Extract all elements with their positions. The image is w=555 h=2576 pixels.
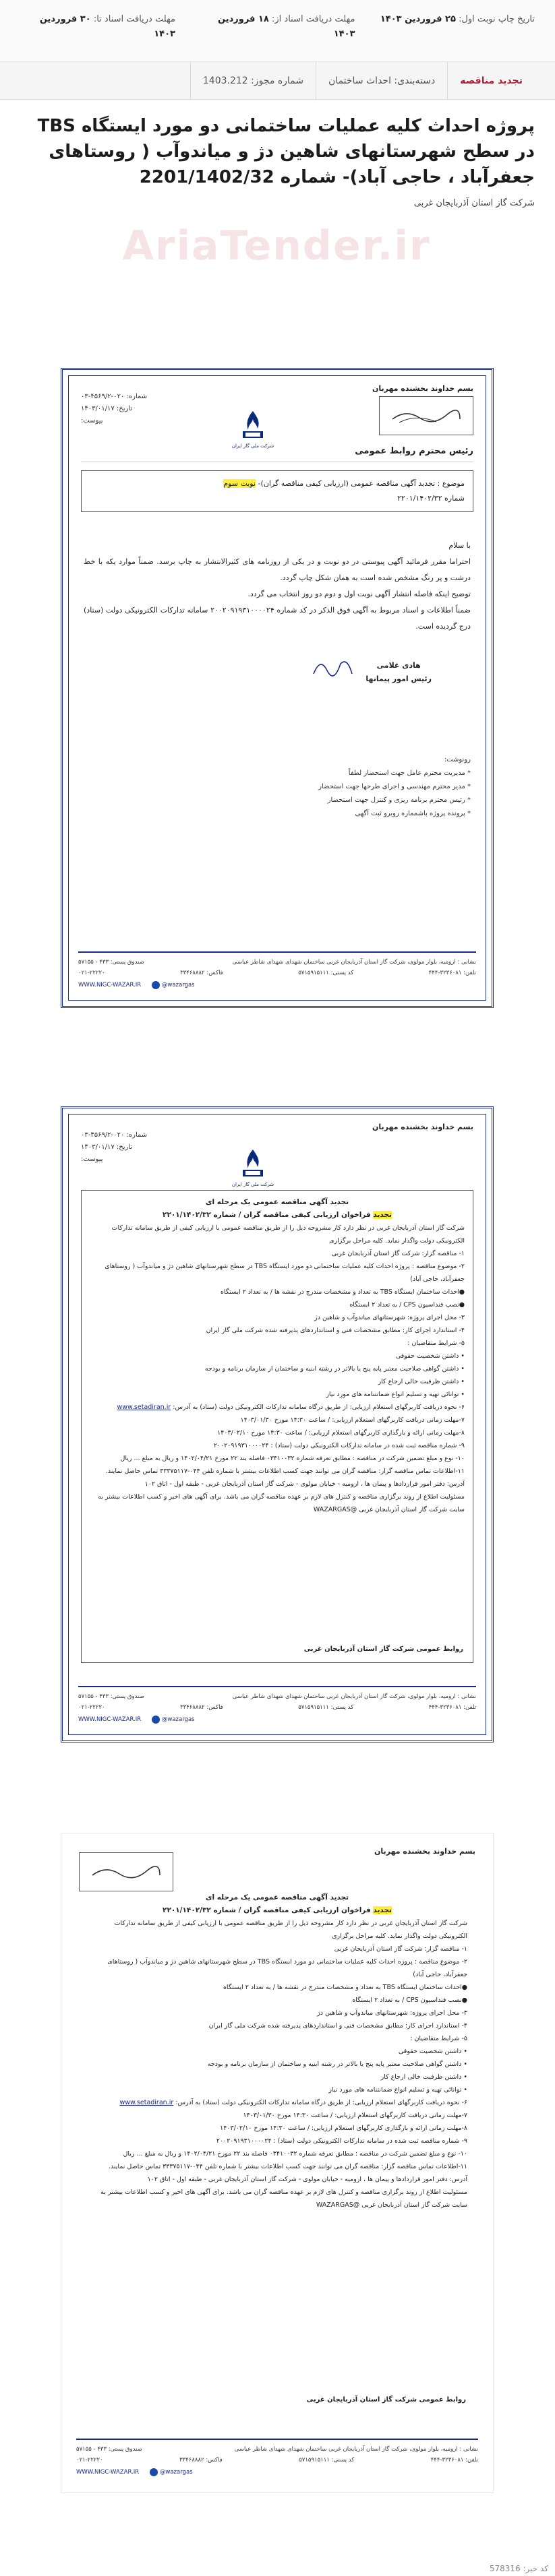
news-code: کد خبر: 578316 xyxy=(489,2564,548,2573)
print-date xyxy=(380,12,535,42)
footer-code: کد پستی: ۵۷۱۵۹۱۵۱۱۱ xyxy=(299,2457,355,2463)
greeting: با سلام xyxy=(448,541,471,550)
footer-social[interactable] xyxy=(152,980,194,991)
ad-line: ۱۱-اطلاعات تماس مناقصه گزار: مناقصه گران می توانند جهت کسب اطلاعات بیشتر با شماره تلفن ۰۴۴-۳۳۳۷۵۱۱۷ تماس حاصل نمایند. xyxy=(108,2163,467,2170)
footer-fax: فاکس: ۳۳۴۶۸۸۸۲ xyxy=(179,2457,223,2463)
ad-line: شرکت گاز استان آذربایجان غربی در نظر دارد کار مشروحه ذیل را از طریق مناقصه عمومی با ارزیابی کیفی از طریق سامانه تدارکات الکترونیکی دولت واگذار نماید. کلیه مراحل برگزاری xyxy=(111,1224,465,1245)
document-advertisement-copy xyxy=(61,1833,494,2493)
advertisement-box xyxy=(79,1886,475,2413)
ad-line: ۳- محل اجرای پروژه: شهرستانهای میاندوآب و شاهین دژ xyxy=(314,1314,465,1321)
ad-line: ۱- مناقصه گزار: شرکت گاز استان آذربایجان غربی xyxy=(331,1250,465,1257)
ad-subtitle-highlight: تجدید xyxy=(373,1211,392,1219)
ad-line: • داشتن شخصیت حقوقی xyxy=(398,2048,467,2055)
nigc-logo xyxy=(223,408,283,449)
nigc-flame-icon xyxy=(237,1147,268,1181)
ad-title: تجدید آگهی مناقصه عمومی یک مرحله ای xyxy=(205,1893,349,1902)
social-handle: @wazargas xyxy=(161,982,195,988)
ad-line: ۲- موضوع مناقصه : پروژه احداث کلیه عملیات ساختمانی دو مورد ایستگاه TBS در سطح شهرستانهای شاهین دژ و میاندوآب ( روستاهای جعفرآباد، حاجی آباد) xyxy=(105,1263,465,1283)
cc-item: * رئیس محترم برنامه ریزی و کنترل جهت استحضار xyxy=(327,796,471,804)
footer-website[interactable]: WWW.NIGC-WAZAR.IR xyxy=(78,1716,142,1723)
ad-line-text: ۶- نحوه دریافت کاربرگهای استعلام ارزیابی: از طریق درگاه سامانه تدارکات الکترونیکی دولت (ستاد) به آدرس: xyxy=(173,1404,465,1411)
footer-address: نشانی : ارومیه، بلوار مولوی، شرکت گاز استان آذربایجان غربی ساختمان شهدای شهدای شاطر عباسی xyxy=(234,2446,478,2453)
ad-line: ۱۰- نوع و مبلغ تضمین شرکت در مناقصه : مطابق تعرفه شماره ۰۳۴۱۰۰۳۲ فاصله بند ۲۲ مورخ ۱۴۰۲/۰۴/۲۱ و ریال به مبلغ ... ریال xyxy=(120,1455,465,1462)
cc-title: رونوشت: xyxy=(444,756,471,763)
paragraph: احتراما مقرر فرمائید آگهی پیوستی در دو نوبت و در یکی از روزنامه های کثیرالانتشار به چاپ برسد. ضمناً موارد یکه با خط درشت و پر رنگ مشخص شده است به همان شکل چاپ گردد. xyxy=(84,557,471,582)
logo-caption: شرکت ملی گاز ایران xyxy=(231,443,274,449)
page-title: پروژه احداث کلیه عملیات ساختمانی دو مورد ایستگاه TBS در سطح شهرستانهای شاهین دژ و میاندوآب ( روستاهای جعفرآباد ، حاجی آباد)- شماره 2201/1402/32 xyxy=(37,116,535,187)
ad-line: ۷-مهلت زمانی دریافت کاربرگهای استعلام ارزیابی: / ساعت ۱۴:۳۰ مورخ ۱۴۰۳/۰۱/۳۰ xyxy=(243,2112,467,2119)
tab-renewal[interactable]: تجدید مناقصه xyxy=(447,62,535,100)
receipt-deadline-value: ۱۸ فروردین ۱۴۰۳ xyxy=(218,14,355,39)
doc-deadline-label: مهلت دریافت اسناد تا: xyxy=(93,14,175,24)
letter-meta xyxy=(81,391,147,427)
ad-line: • داشتن ظرفیت خالی ارجاع کار xyxy=(378,1378,465,1385)
ad-subtitle-text: فراخوان ارزیابی کیفی مناقصه گران / شماره ۲۲۰۱/۱۴۰۲/۳۲ xyxy=(163,1211,371,1219)
ad-line: ۱- مناقصه گزار: شرکت گاز استان آذربایجان غربی xyxy=(334,1945,467,1953)
ad-line: • توانائی تهیه و تسلیم انواع ضمانتنامه های مورد نیاز xyxy=(328,2086,467,2094)
ad-line: آدرس: دفتر امور قراردادها و پیمان ها ، ارومیه - خیابان مولوی - شرکت گاز استان آذربایجان غربی - طبقه اول - اتاق ۱۰۲ xyxy=(144,1480,465,1488)
signer-title: رئیس امور پیمانها xyxy=(366,674,432,683)
ad-line: ۵- شرایط متقاضیان : xyxy=(407,1340,465,1347)
nigc-logo xyxy=(223,1147,283,1187)
footer-code: کد پستی: ۵۷۱۵۹۱۵۱۱۱ xyxy=(298,970,354,976)
tender-tabs xyxy=(0,62,555,100)
ad-line: • داشتن شخصیت حقوقی xyxy=(395,1352,465,1360)
signature-block xyxy=(366,659,432,686)
advertisement-box xyxy=(81,1190,473,1663)
ad-line: ●نصب فنداسیون CPS / به تعداد ۲ ایستگاه xyxy=(349,1301,465,1309)
document-footer xyxy=(76,2439,478,2478)
ad-line: ۴- استاندارد اجرای کار: مطابق مشخصات فنی و استانداردهای پذیرفته شده شرکت ملی گاز ایران xyxy=(208,2022,467,2030)
paragraph: ضمناً اطلاعات و اسناد مربوط به آگهی فوق الذکر در کد شماره ۲۰۰۲۰۹۱۹۳۱۰۰۰۰۲۴ سامانه تدارکات الکترونیکی دولت (ستاد) درج گردیده است. xyxy=(84,606,471,631)
doc-deadline xyxy=(20,12,175,42)
ad-line: مسئولیت اطلاع از روند برگزاری مناقصه و کنترل های لازم بر عهده مناقصه گران می باشد. برای آگهی های اخیر و کسب اطلاعات بیشتر به سایت شرکت گاز استان آذربایجان غربی @WAZARGAS xyxy=(98,1493,465,1513)
ad-closing: روابط عمومی شرکت گاز استان آذربایجان غربی xyxy=(306,2396,466,2404)
doc-deadline-value: ۳۰ فروردین ۱۴۰۳ xyxy=(39,14,175,39)
social-icon xyxy=(150,2468,158,2476)
paragraph: توضیح اینکه فاصله انتشار آگهی نوبت اول و دوم دو روز انتخاب می گردد. xyxy=(247,590,471,598)
bismillah: بسم خداوند بخشنده مهربان xyxy=(372,1123,473,1131)
letter-body xyxy=(84,538,471,635)
cc-item: * مدیریت محترم عامل جهت استحضار لطفاً xyxy=(348,769,471,777)
organization-name: شرکت گاز استان آذربایجان غربی xyxy=(413,198,535,208)
ad-line: • داشتن گواهی صلاحیت معتبر پایه پنج یا بالاتر در رشته ابنیه و ساختمان از سازمان برنامه و بودجه xyxy=(204,1365,465,1373)
social-icon xyxy=(152,1716,160,1724)
footer-code: کد پستی: ۵۷۱۵۹۱۵۱۱۱ xyxy=(298,1704,354,1711)
calligraphy-icon xyxy=(389,406,463,426)
letter-attachment: پیوست: xyxy=(81,1156,103,1163)
ad-line: ●احداث ساختمان ایستگاه TBS به تعداد و مشخصات مندرج در نقشه ها / به تعداد ۲ ایستگاه xyxy=(220,1288,465,1296)
footer-address: نشانی : ارومیه، بلوار مولوی، شرکت گاز استان آذربایجان غربی ساختمان شهدای شهدای شاطر عباسی xyxy=(232,1693,476,1700)
receipt-deadline-label: مهلت دریافت اسناد از: xyxy=(272,14,355,24)
setadiran-link[interactable]: www.setadiran.ir xyxy=(117,1404,171,1411)
ad-line: • داشتن ظرفیت خالی ارجاع کار xyxy=(380,2073,467,2081)
footer-social[interactable] xyxy=(152,1714,194,1725)
ad-line-text: ۶- نحوه دریافت کاربرگهای استعلام ارزیابی: از طریق درگاه سامانه تدارکات الکترونیکی دولت (ستاد) به آدرس: xyxy=(175,2099,467,2106)
ad-line: ۸-مهلت زمانی ارائه و بارگذاری کاربرگهای استعلام ارزیابی: / ساعت ۱۴:۳۰ مورخ ۱۴۰۳/۰۲/۱۰ xyxy=(217,1429,465,1437)
document-footer xyxy=(78,1686,476,1725)
ad-line: ۸-مهلت زمانی ارائه و بارگذاری کاربرگهای استعلام ارزیابی: / ساعت ۱۴:۳۰ مورخ ۱۴۰۳/۰۲/۱۰ xyxy=(220,2125,467,2132)
print-date-label: تاریخ چاپ نوبت اول: xyxy=(459,14,535,24)
watermark-text: AriaTender.ir xyxy=(122,222,431,270)
footer-social[interactable] xyxy=(150,2467,192,2478)
ad-line: • توانائی تهیه و تسلیم انواع ضمانتنامه های مورد نیاز xyxy=(326,1391,465,1398)
ad-subtitle xyxy=(87,1904,467,1917)
footer-postal: صندوق پستی: ۴۳۳ - ۵۷۱۵۵ xyxy=(76,2446,142,2453)
cc-item: * پرونده پروژه باشمماره روبرو ثبت آگهی xyxy=(355,810,471,817)
footer-phone: تلفن: ۳۲۳۶۰۸۱-۴۴۴ xyxy=(430,2457,478,2463)
footer-call: ۰۲۱-۲۲۲۲۰ xyxy=(78,1704,105,1711)
ad-line: ۹- شماره مناقصه ثبت شده در سامانه تدارکات الکترونیکی دولت (ستاد) : ۲۰۰۲۰۹۱۹۳۱۰۰۰۰۲۴ xyxy=(213,1442,465,1449)
ad-line: ●احداث ساختمان ایستگاه TBS به تعداد و مشخصات مندرج در نقشه ها / به تعداد ۲ ایستگاه xyxy=(223,1984,467,1991)
ad-line xyxy=(90,1401,465,1414)
letter-attachment: پیوست: xyxy=(81,417,103,425)
footer-postal: صندوق پستی: ۴۳۳ - ۵۷۱۵۵ xyxy=(78,959,144,966)
calligraphy-icon xyxy=(89,1862,163,1882)
signer-name: هادی غلامی xyxy=(376,661,421,670)
subject-number: شماره ۲۲۰۱/۱۴۰۲/۳۲ xyxy=(397,494,465,503)
ad-subtitle-highlight: تجدید xyxy=(373,1906,392,1914)
social-handle: @wazargas xyxy=(161,1716,195,1723)
calligraphy-box xyxy=(379,396,473,435)
letter-meta xyxy=(81,1129,147,1166)
footer-call: ۰۲۱-۲۲۲۲۰ xyxy=(76,2457,103,2463)
subject-prefix: موضوع : تجدید آگهی مناقصه عمومی (ارزیابی کیفی مناقصه گران)- xyxy=(258,479,465,488)
bismillah: بسم خداوند بخشنده مهربان xyxy=(374,1847,475,1856)
ad-subtitle xyxy=(90,1209,465,1222)
footer-phone: تلفن: ۳۲۳۶۰۸۱-۴۴۴ xyxy=(428,1704,476,1711)
tender-header xyxy=(20,113,535,208)
ad-line: ۱۰- نوع و مبلغ تضمین شرکت در مناقصه : مطابق تعرفه شماره ۰۳۴۱۰۰۳۲ فاصله بند ۲۲ مورخ ۱۴۰۲/۰۴/۲۱ و ریال به مبلغ ... ریال xyxy=(123,2150,467,2158)
ad-line: ۹- شماره مناقصه ثبت شده در سامانه تدارکات الکترونیکی دولت (ستاد) : ۲۰۰۲۰۹۱۹۳۱۰۰۰۰۲۴ xyxy=(216,2137,467,2145)
ad-line: آدرس: دفتر امور قراردادها و پیمان ها ، ارومیه - خیابان مولوی - شرکت گاز استان آذربایجان غربی - طبقه اول - اتاق ۱۰۲ xyxy=(147,2176,467,2183)
receipt-deadline xyxy=(200,12,355,42)
print-date-value: ۲۵ فروردین ۱۴۰۳ xyxy=(380,14,456,24)
ad-line: ●نصب فنداسیون CPS / به تعداد ۲ ایستگاه xyxy=(352,1997,467,2004)
document-footer xyxy=(78,951,476,991)
document-advertisement xyxy=(61,1106,494,1742)
setadiran-link[interactable]: www.setadiran.ir xyxy=(119,2099,174,2106)
tab-category[interactable]: دسته‌بندی: احداث ساختمان xyxy=(316,62,447,100)
watermark-logo xyxy=(101,202,452,290)
ad-line: شرکت گاز استان آذربایجان غربی در نظر دارد کار مشروحه ذیل را از طریق مناقصه عمومی با ارزیابی کیفی از طریق سامانه تدارکات الکترونیکی دولت واگذار نماید. کلیه مراحل برگزاری xyxy=(114,1920,467,1940)
footer-fax: فاکس: ۳۳۴۶۸۸۸۲ xyxy=(180,1704,223,1711)
bismillah: بسم خداوند بخشنده مهربان xyxy=(372,384,473,393)
addressee: رئیس محترم روابط عمومی xyxy=(81,446,473,462)
ad-line: ۷-مهلت زمانی دریافت کاربرگهای استعلام ارزیابی: / ساعت ۱۴:۳۰ مورخ ۱۴۰۳/۰۱/۳۰ xyxy=(240,1416,465,1424)
ad-line: ۴- استاندارد اجرای کار: مطابق مشخصات فنی و استانداردهای پذیرفته شده شرکت ملی گاز ایران xyxy=(206,1327,465,1334)
ad-line xyxy=(87,2096,467,2109)
ad-closing: روابط عمومی شرکت گاز استان آذربایجان غربی xyxy=(303,1645,463,1653)
ad-line: • داشتن گواهی صلاحیت معتبر پایه پنج یا بالاتر در رشته ابنیه و ساختمان از سازمان برنامه و بودجه xyxy=(207,2061,467,2068)
logo-caption: شرکت ملی گاز ایران xyxy=(231,1182,274,1187)
social-handle: @wazargas xyxy=(159,2469,193,2476)
ad-line: مسئولیت اطلاع از روند برگزاری مناقصه و کنترل های لازم بر عهده مناقصه گران می باشد. برای آگهی های اخیر و کسب اطلاعات بیشتر به سایت شرکت گاز استان آذربایجان غربی @WAZARGAS xyxy=(100,2189,467,2209)
nigc-flame-icon xyxy=(237,408,268,442)
footer-phone: تلفن: ۳۲۳۶۰۸۱-۴۴۴ xyxy=(428,970,476,976)
social-icon xyxy=(152,981,160,989)
ad-line: ۵- شرایط متقاضیان : xyxy=(410,2035,467,2042)
ad-line: ۲- موضوع مناقصه : پروژه احداث کلیه عملیات ساختمانی دو مورد ایستگاه TBS در سطح شهرستانهای شاهین دژ و میاندوآب ( روستاهای جعفرآباد، حاجی آباد) xyxy=(107,1958,467,1978)
cc-list xyxy=(84,753,471,821)
letter-number: شماره: ۰۲۰-۴۵۶۹/۲-۰۳ xyxy=(81,393,148,400)
letter-date: تاریخ: ۱۴۰۳/۰۱/۱۷ xyxy=(81,1143,133,1151)
document-letter xyxy=(61,368,494,1008)
footer-address: نشانی : ارومیه، بلوار مولوی، شرکت گاز استان آذربایجان غربی ساختمان شهدای شهدای شاطر عباسی xyxy=(232,959,476,966)
footer-website[interactable]: WWW.NIGC-WAZAR.IR xyxy=(76,2469,140,2476)
ad-subtitle-text: فراخوان ارزیابی کیفی مناقصه گران / شماره ۲۲۰۱/۱۴۰۲/۳۲ xyxy=(163,1906,371,1914)
footer-call: ۰۲۱-۲۲۲۲۰ xyxy=(78,970,105,976)
ad-title: تجدید آگهی مناقصه عمومی یک مرحله ای xyxy=(205,1198,349,1206)
letter-date: تاریخ: ۱۴۰۳/۰۱/۱۷ xyxy=(81,405,133,412)
footer-website[interactable]: WWW.NIGC-WAZAR.IR xyxy=(78,982,142,988)
signature-icon xyxy=(310,654,357,681)
ad-line: ۳- محل اجرای پروژه: شهرستانهای میاندوآب و شاهین دژ xyxy=(317,2009,467,2017)
ad-line: ۱۱-اطلاعات تماس مناقصه گزار: مناقصه گران می توانند جهت کسب اطلاعات بیشتر با شماره تلفن ۰۴۴-۳۳۳۷۵۱۱۷ تماس حاصل نمایند. xyxy=(105,1468,465,1475)
footer-fax: فاکس: ۳۳۴۶۸۸۸۲ xyxy=(180,970,223,976)
tender-info-bar xyxy=(0,0,555,62)
tab-permit-number: شماره مجوز: 1403.212 xyxy=(190,62,316,100)
footer-postal: صندوق پستی: ۴۳۳ - ۵۷۱۵۵ xyxy=(78,1693,144,1700)
letter-number: شماره: ۰۲۰-۴۵۶۹/۲-۰۳ xyxy=(81,1131,148,1139)
subject-box xyxy=(81,470,473,512)
subject-highlight: نوبت سوم xyxy=(223,479,256,488)
cc-item: * مدیر محترم مهندسی و اجرای طرحها جهت استحضار xyxy=(318,783,471,790)
